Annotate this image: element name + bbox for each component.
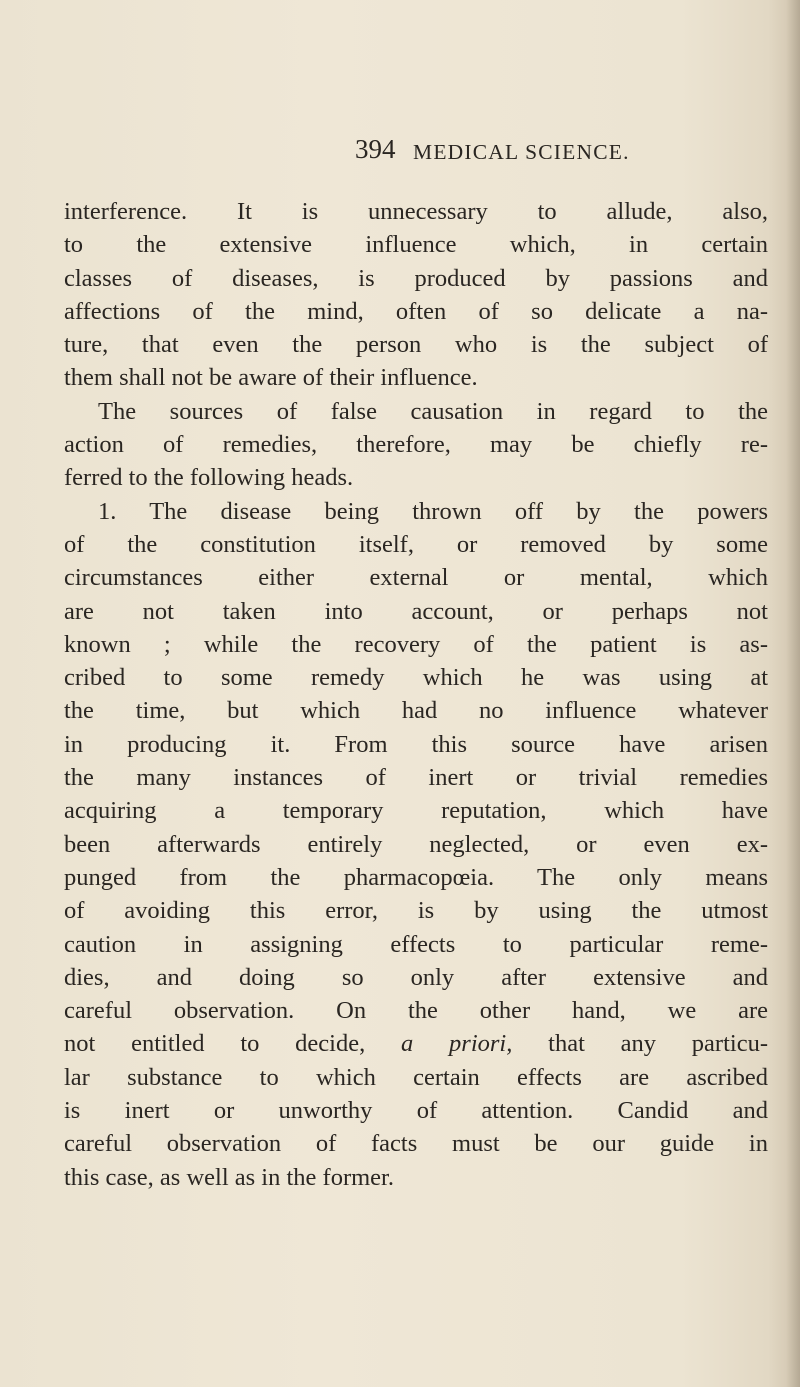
text-line: the many instances of inert or trivial remedies [64, 764, 768, 792]
text-line: acquiring a temporary reputation, which have [64, 797, 768, 825]
text-line: them shall not be aware of their influence. [64, 364, 478, 392]
text-line: to the extensive influence which, in certain [64, 231, 768, 259]
text-line: circumstances either external or mental, which [64, 564, 768, 592]
text-line: of avoiding this error, is by using the utmost [64, 897, 768, 925]
page-number: 394 [355, 134, 396, 164]
text-line: been afterwards entirely neglected, or even ex- [64, 830, 768, 858]
text-line: interference. It is unnecessary to allude, also, [64, 198, 768, 225]
text-line: in producing it. From this source have arisen [64, 730, 768, 758]
text-line: are not taken into account, or perhaps not [64, 597, 768, 625]
text-line: careful observation of facts must be our guide in [64, 1130, 768, 1158]
text-line: this case, as well as in the former. [64, 1163, 394, 1191]
text-line: affections of the mind, often of so delicate a na- [64, 297, 768, 325]
text-line: caution in assigning effects to particular reme- [64, 930, 768, 958]
text-line: of the constitution itself, or removed by some [64, 530, 768, 558]
text-line: the time, but which had no influence whatever [64, 697, 768, 725]
text-line: dies, and doing so only after extensive and [64, 963, 768, 991]
text-segment: not entitled to decide, [64, 1030, 366, 1058]
numbered-item-line: 1. The disease being thrown off by the powers [98, 497, 768, 525]
page-edge-shadow [786, 0, 800, 1387]
text-line: action of remedies, therefore, may be chiefly re- [64, 431, 768, 459]
text-line: lar substance to which certain effects are ascribed [64, 1063, 768, 1091]
text-line: is inert or unworthy of attention. Candid and [64, 1097, 768, 1125]
text-segment: that any particu- [548, 1030, 768, 1058]
text-line: classes of diseases, is produced by passions and [64, 264, 768, 292]
text-line: ture, that even the person who is the subject of [64, 331, 768, 359]
body-text [64, 195, 768, 1194]
text-line: cribed to some remedy which he was using at [64, 664, 768, 692]
text-line: careful observation. On the other hand, we are [64, 997, 768, 1025]
text-line: known ; while the recovery of the patient is as- [64, 630, 768, 658]
paragraph-start-line: The sources of false causation in regard to the [98, 397, 768, 425]
italic-phrase: a priori, [401, 1030, 513, 1058]
running-head: MEDICAL SCIENCE. [413, 140, 630, 164]
text-line: ferred to the following heads. [64, 464, 354, 492]
text-line: punged from the pharmacopœia. The only means [64, 863, 768, 891]
text-line-with-italic [64, 1027, 768, 1060]
